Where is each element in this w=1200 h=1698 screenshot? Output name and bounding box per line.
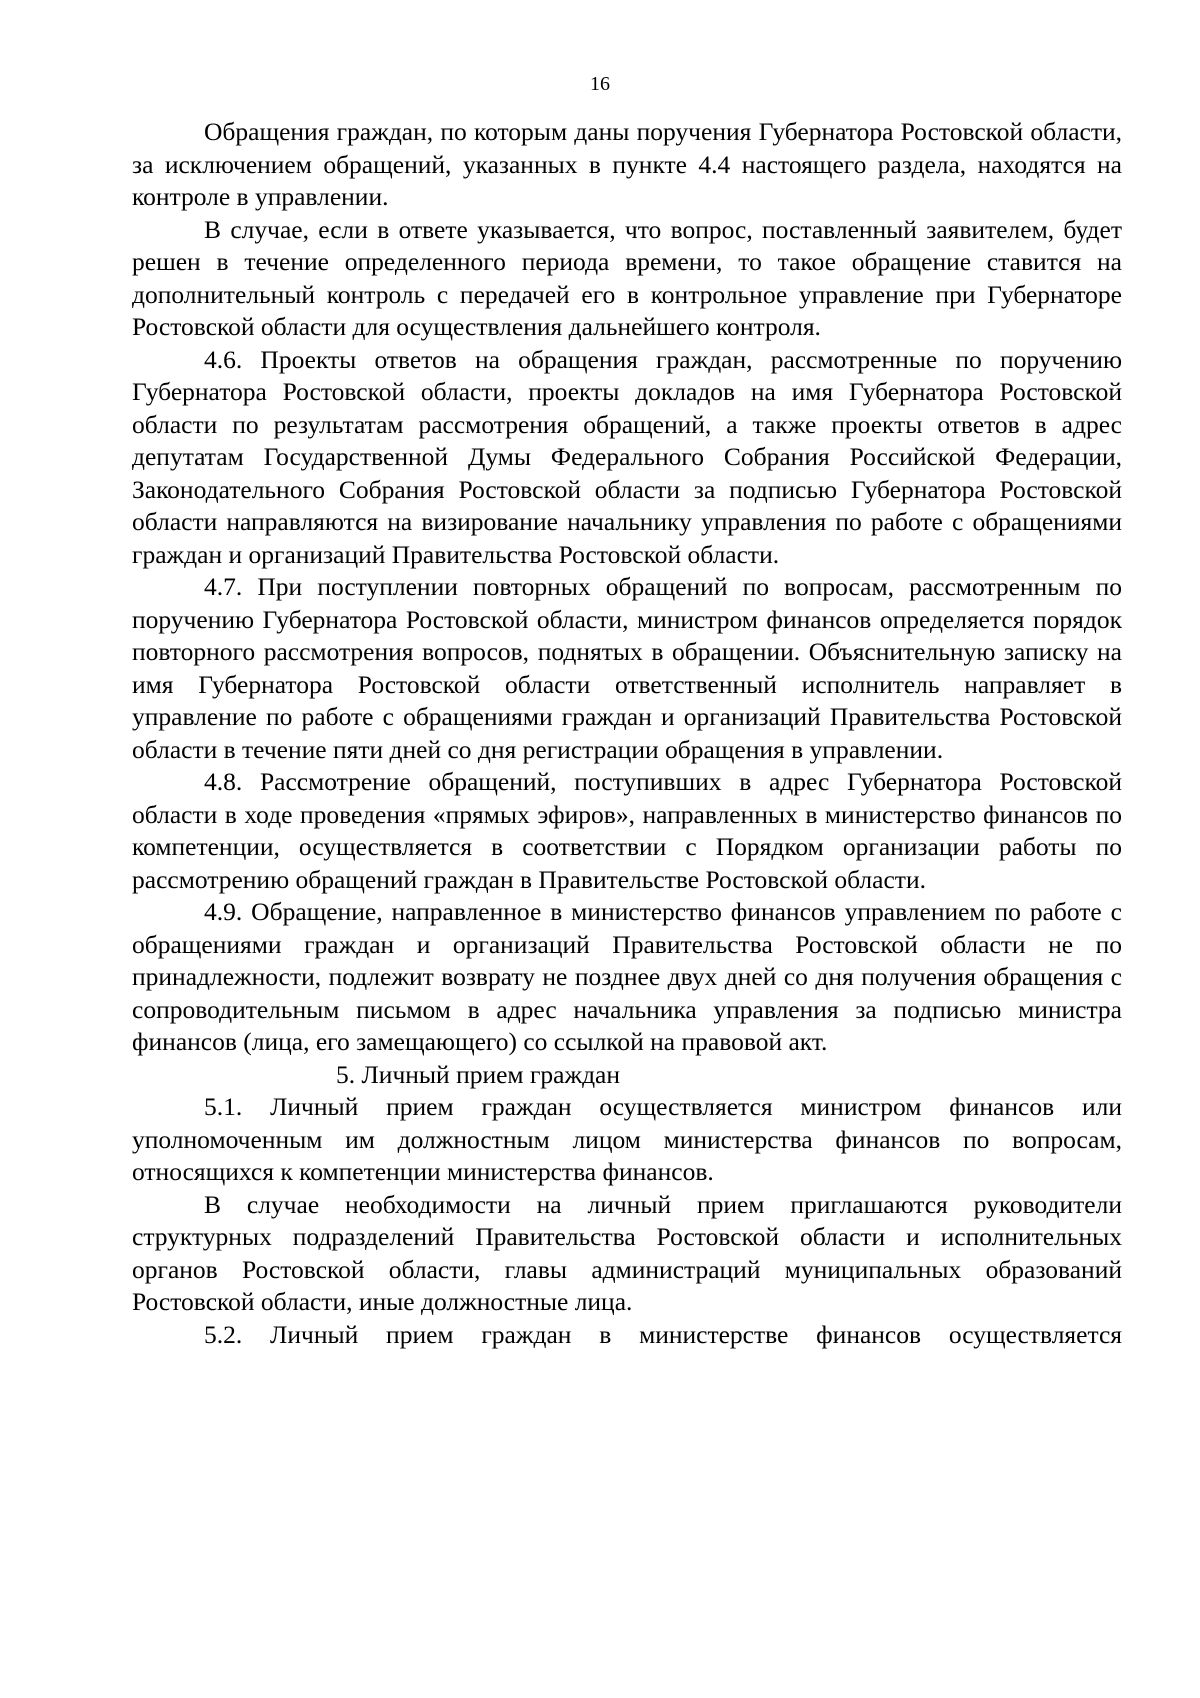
- page-number: 16: [590, 73, 610, 95]
- section-heading: 5. Личный прием граждан: [336, 1059, 621, 1089]
- paragraph-5-1: 5.1. Личный прием граждан осуществляется министром финансов или уполномоченным им должностным лицом министерства финансов по вопросам, относящихся к компетенции министерства финансов.: [132, 1092, 1122, 1186]
- paragraph-4-7: 4.7. При поступлении повторных обращений по вопросам, рассмотренным по поручению Губернатора Ростовской области, министром финансов определяется порядок повторного рассмотрения вопросов, поднятых в обращении. Объяснительную записку на имя Губернатора Ростовской области ответственный исполнитель направляет в управление по работе с обращениями граждан и организаций Правительства Ростовской области в течение пяти дней со дня регистрации обращения в управлении.: [132, 572, 1122, 764]
- paragraph-4-8: 4.8. Рассмотрение обращений, поступивших в адрес Губернатора Ростовской области в ходе проведения «прямых эфиров», направленных в министерство финансов по компетенции, осуществляется в соответствии с Порядком организации работы по рассмотрению обращений граждан в Правительстве Ростовской области.: [132, 767, 1122, 894]
- paragraph: Обращения граждан, по которым даны поручения Губернатора Ростовской области, за исключением обращений, указанных в пункте 4.4 настоящего раздела, находятся на контроле в управлении.: [132, 117, 1122, 211]
- paragraph: В случае необходимости на личный прием приглашаются руководители структурных подразделений Правительства Ростовской области и исполнительных органов Ростовской области, главы администраций муниципальных образований Ростовской области, иные должностные лица.: [132, 1189, 1122, 1316]
- paragraph-4-6: 4.6. Проекты ответов на обращения граждан, рассмотренные по поручению Губернатора Ростовской области, проекты докладов на имя Губернатора Ростовской области по результатам рассмотрения обращений, а также проекты ответов в адрес депутатам Государственной Думы Федерального Собрания Российской Федерации, Законодательного Собрания Ростовской области за подписью Губернатора Ростовской области направляются на визирование начальнику управления по работе с обращениями граждан и организаций Правительства Ростовской области.: [132, 344, 1122, 569]
- paragraph-4-9: 4.9. Обращение, направленное в министерство финансов управлением по работе с обращениями граждан и организаций Правительства Ростовской области не по принадлежности, подлежит возврату не позднее двух дней со дня получения обращения с сопроводительным письмом в адрес начальника управления за подписью министра финансов (лица, его замещающего) со ссылкой на правовой акт.: [132, 897, 1122, 1056]
- paragraph: В случае, если в ответе указывается, что вопрос, поставленный заявителем, будет решен в течение определенного периода времени, то такое обращение ставится на дополнительный контроль с передачей его в контрольное управление при Губернаторе Ростовской области для осуществления дальнейшего контроля.: [132, 214, 1122, 341]
- document-body: [132, 116, 1122, 1351]
- paragraph-5-2: 5.2. Личный прием граждан в министерстве финансов осуществляется: [204, 1319, 1122, 1349]
